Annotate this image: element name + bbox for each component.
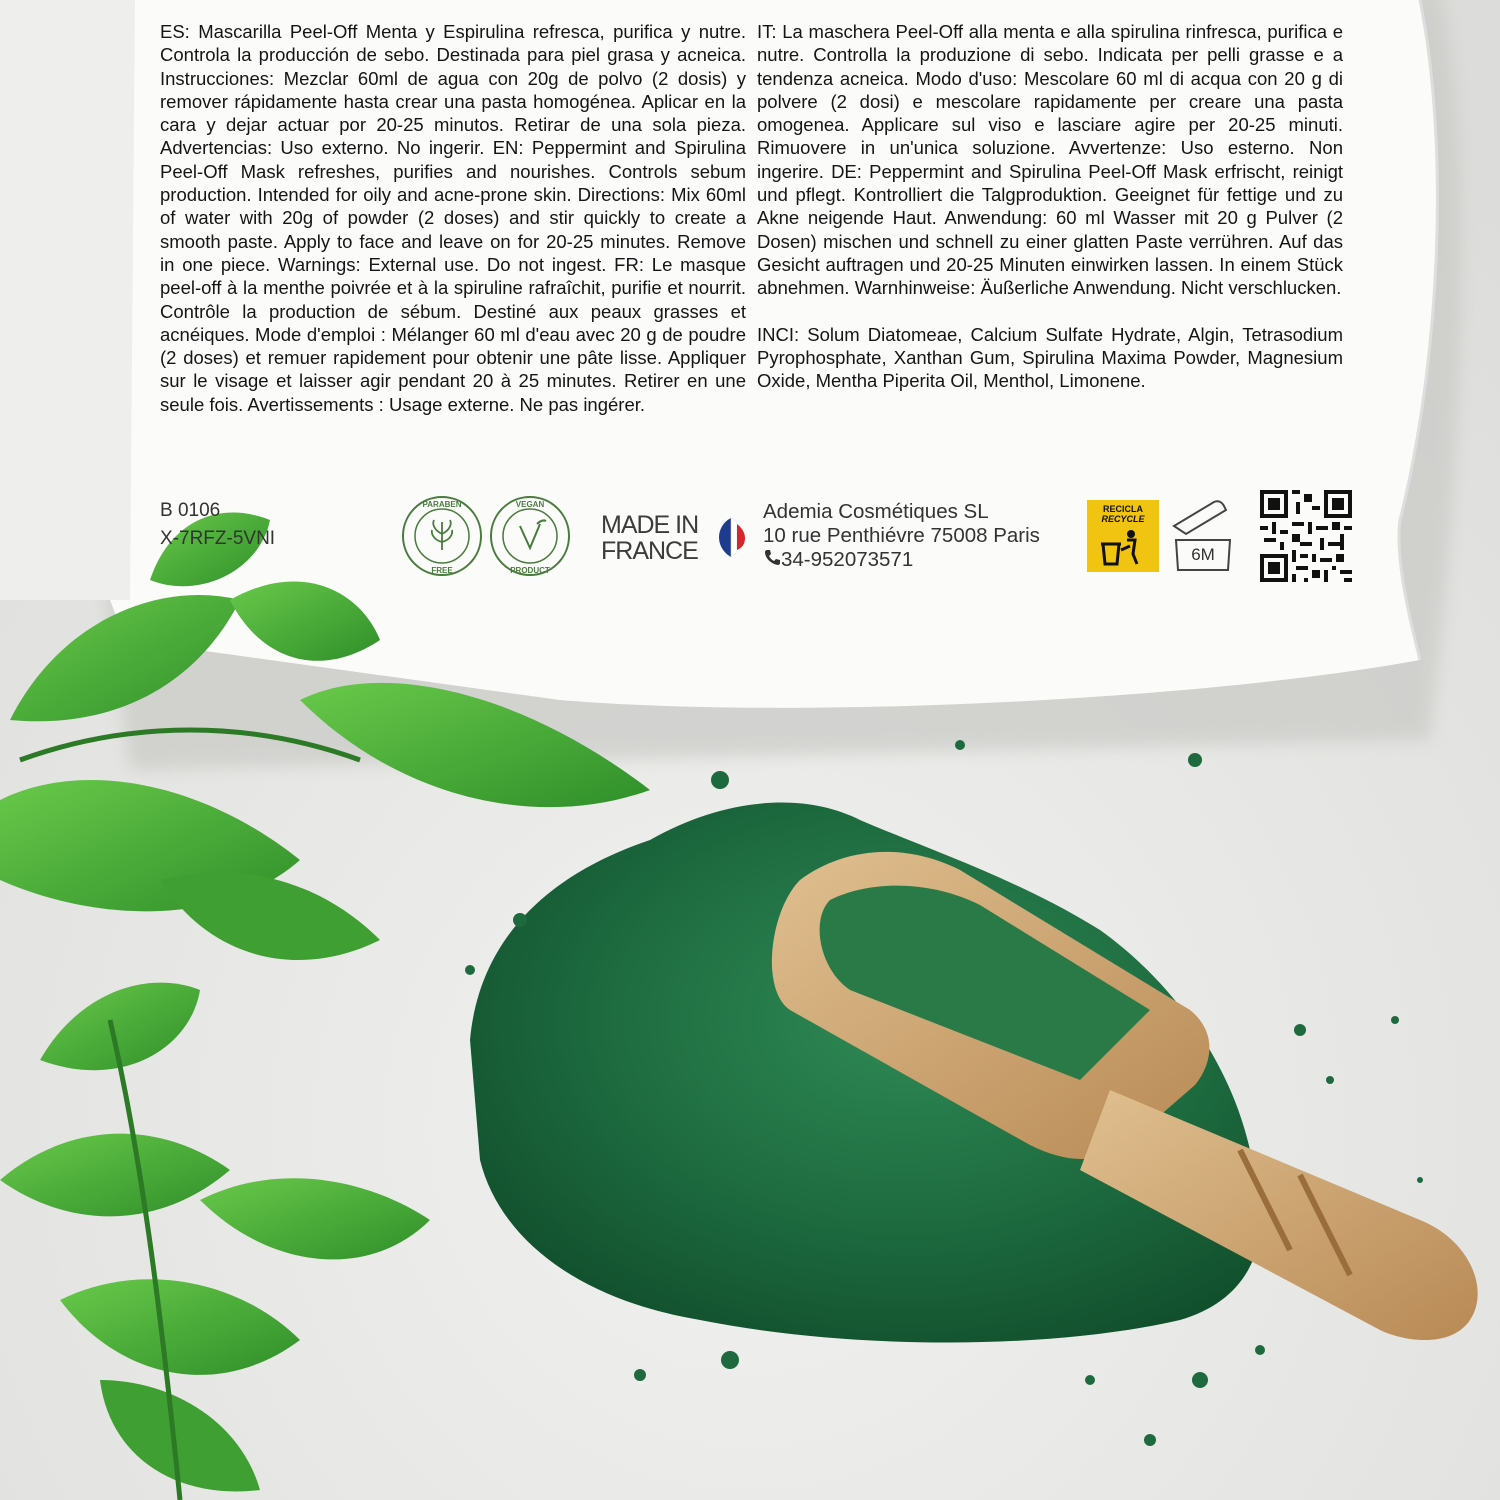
made-in-text: MADE IN FRANCE bbox=[601, 511, 699, 565]
paraben-badge-bottom: FREE bbox=[431, 566, 453, 575]
label-text-es-en-fr: ES: Mascarilla Peel-Off Menta y Espirulina refresca, purifica y nutre. Controla la producción de sebo. Destinada para piel grasa y acneica. Instrucciones: Mezclar 60ml de agua con 20g de polvo (2 dosis) y remover rápidamente hasta crear una pasta homogénea. Aplicar en la cara y dejar actuar por 20-25 minutos. Retirar de una sola pieza. Advertencias: Uso externo. No ingerir. EN: Peppermint and Spirulina Peel-Off Mask refreshes, purifies and nourishes. Controls sebum production. Intended for oily and acne-prone skin. Directions: Mix 60ml of water with 20g of powder (2 doses) and stir quickly to create a smooth paste. Apply to face and leave on for 20-25 minutes. Remove in one piece. Warnings: External use. Do not ingest. FR: Le masque peel-off à la menthe poivrée et à la spiruline rafraîchit, purifie et nourrit. Contrôle la production de sébum. Destiné aux peaux grasses et acnéiques. Mode d'emploi : Mélanger 60 ml d'eau avec 20 g de poudre (2 doses) et remuer rapidement pour obtenir une pâte lisse. Appliquer sur le visage et laisser agir pendant 20 à 25 minutes. Retirer en une seule fois. Avertissements : Usage externe. Ne pas ingérer. bbox=[160, 21, 746, 415]
phone-icon bbox=[763, 548, 781, 566]
vegan-icon bbox=[488, 494, 572, 578]
inci-list: INCI: Solum Diatomeae, Calcium Sulfate Hydrate, Algin, Tetrasodium Pyrophosphate, Xanthan Gum, Spirulina Maxima Powder, Magnesium Oxide, Mentha Piperita Oil, Menthol, Limonene. bbox=[757, 323, 1343, 392]
recycle-text-es: RECICLA bbox=[1103, 504, 1143, 514]
paraben-free-icon bbox=[400, 494, 484, 578]
label-text-it-de: IT: La maschera Peel-Off alla menta e alla spirulina rinfresca, purifica e nutre. Controlla la produzione di sebo. Indicata per pelli grasse e a tendenza acneica. Modo d'uso: Mescolare 60 ml di acqua con 20 g di polvere (2 dosi) e mescolare rapidamente per creare una pasta omogenea. Applicare sul viso e lasciare agire per 20-25 minuti. Rimuovere in un'unica soluzione. Avvertenze: Uso esterno. Non ingerire. DE: Peppermint and Spirulina Peel-Off Mask erfrischt, reinigt und pflegt. Kontrolliert die Talgproduktion. Geeignet für fettige und zu Akne neigende Haut. Anwendung: 60 ml Wasser mit 20 g Pulver (2 Dosen) mischen und schnell zu einer glatten Paste verrühren. Auf das Gesicht auftragen und 20-25 Minuten einwirken lassen. In einem Stück abnehmen. Warnhinweise: Äußerliche Anwendung. Nicht verschlucken. bbox=[757, 21, 1343, 299]
vegan-badge-top: VEGAN bbox=[515, 500, 545, 509]
company-name: Ademia Cosmétiques SL bbox=[763, 500, 989, 523]
pao-label: 6M bbox=[1191, 545, 1215, 564]
recycle-text-en: RECYCLE bbox=[1101, 514, 1145, 524]
qr-code-icon bbox=[1260, 490, 1352, 582]
recycle-text bbox=[1087, 504, 1159, 524]
pouch-fold-shade bbox=[0, 0, 135, 600]
product-code: X-7RFZ-5VNI bbox=[160, 528, 276, 549]
paraben-badge-top: PARABEN bbox=[422, 500, 462, 509]
recycle-badge bbox=[1087, 500, 1159, 572]
label-text-it-de-inci bbox=[757, 20, 1343, 392]
street-address: 10 rue Penthiévre 75008 Paris bbox=[763, 524, 1040, 547]
flag-france-icon bbox=[713, 514, 749, 560]
vegan-badge-bottom: PRODUCT bbox=[510, 566, 550, 575]
manufacturer-address bbox=[763, 500, 1040, 572]
recycle-icon bbox=[1097, 528, 1149, 568]
made-in-france bbox=[601, 512, 751, 564]
phone-line bbox=[763, 548, 1040, 572]
batch-number: B 0106 bbox=[160, 500, 221, 521]
phone-number: 34-952073571 bbox=[781, 548, 914, 571]
